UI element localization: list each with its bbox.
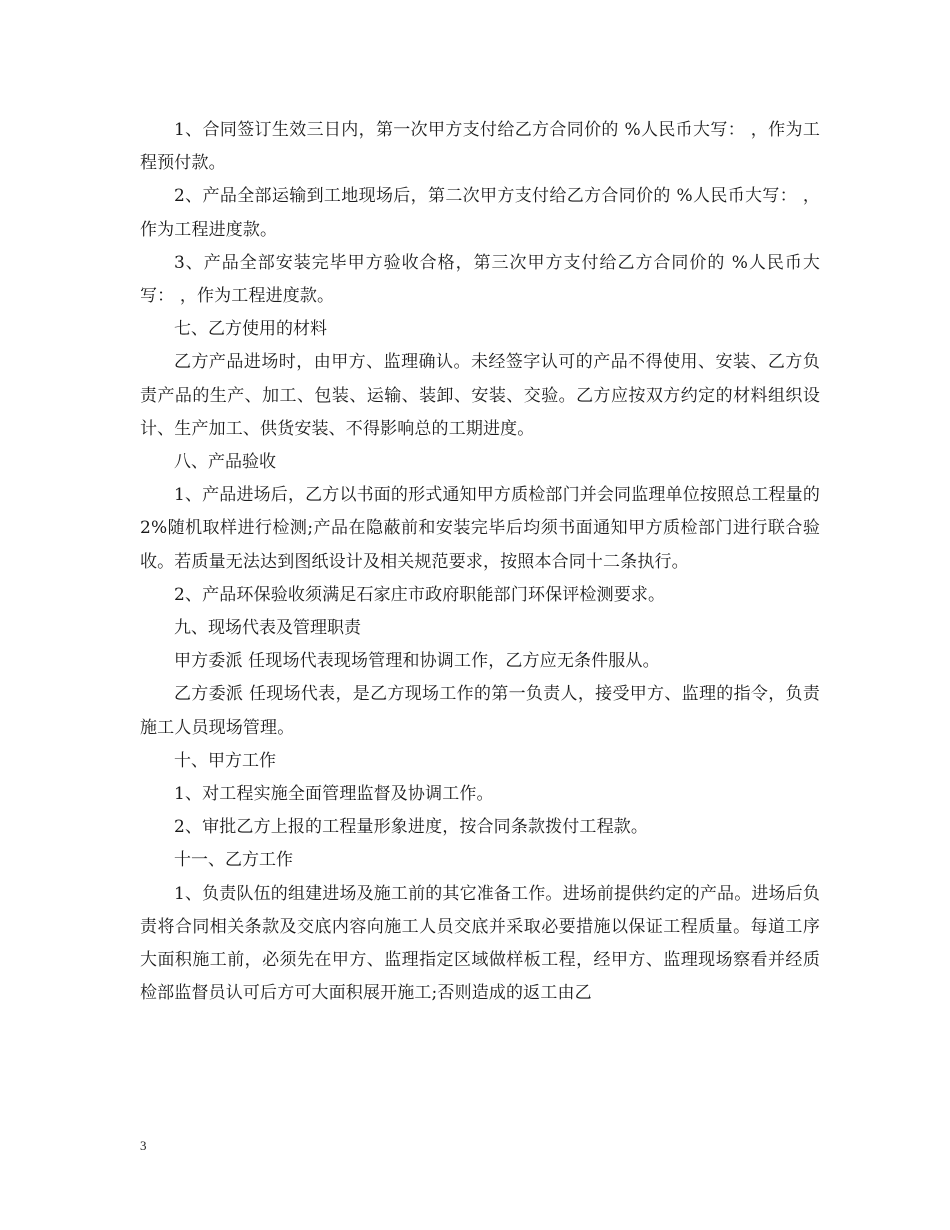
party-a-duty-2: 2、审批乙方上报的工程量形象进度，按合同条款拨付工程款。 (174, 817, 649, 838)
section-9-heading: 九、现场代表及管理职责 (174, 618, 361, 639)
section-11-heading: 十一、乙方工作 (174, 850, 293, 871)
acceptance-clause-1: 1、产品进场后，乙方以书面的形式通知甲方质检部门并会同监理单位按照总工程量的 2%随机取样进行检测;产品在隐蔽前和安装完毕后均须书面通知甲方质检部门进行联合验收。若质量无法达到图纸设计及相关规范要求，按照本合同十二条执行。 (140, 485, 820, 572)
payment-clause-2: 2、产品全部运输到工地现场后，第二次甲方支付给乙方合同价的 %人民币大写： ，作为工程进度款。 (140, 186, 820, 240)
materials-paragraph: 乙方产品进场时，由甲方、监理确认。未经签字认可的产品不得使用、安装、乙方负责产品的生产、加工、包装、运输、装卸、安装、交验。乙方应按双方约定的材料组织设计、生产加工、供货安装、不得影响总的工期进度。 (140, 352, 820, 439)
party-a-duty-1: 1、对工程实施全面管理监督及协调工作。 (174, 784, 494, 805)
party-a-representative: 甲方委派 任现场代表现场管理和协调工作，乙方应无条件服从。 (174, 651, 660, 672)
party-b-representative: 乙方委派 任现场代表，是乙方现场工作的第一负责人，接受甲方、监理的指令，负责施工人员现场管理。 (140, 684, 820, 738)
page-number: 3 (140, 1138, 147, 1153)
payment-clause-1: 1、合同签订生效三日内，第一次甲方支付给乙方合同价的 %人民币大写： ，作为工程预付款。 (140, 120, 820, 174)
section-7-heading: 七、乙方使用的材料 (174, 319, 327, 340)
section-10-heading: 十、甲方工作 (174, 750, 276, 771)
acceptance-clause-2: 2、产品环保验收须满足石家庄市政府职能部门环保评检测要求。 (174, 584, 666, 605)
section-8-heading: 八、产品验收 (174, 452, 276, 473)
document-body (140, 114, 820, 1010)
party-b-duty-1: 1、负责队伍的组建进场及施工前的其它准备工作。进场前提供约定的产品。进场后负责将合同相关条款及交底内容向施工人员交底并采取必要措施以保证工程质量。每道工序大面积施工前，必须先在甲方、监理指定区域做样板工程，经甲方、监理现场察看并经质检部监督员认可后方可大面积展开施工;否则造成的返工由乙 (140, 883, 820, 1004)
payment-clause-3: 3、产品全部安装完毕甲方验收合格，第三次甲方支付给乙方合同价的 %人民币大写： ，作为工程进度款。 (140, 252, 820, 307)
